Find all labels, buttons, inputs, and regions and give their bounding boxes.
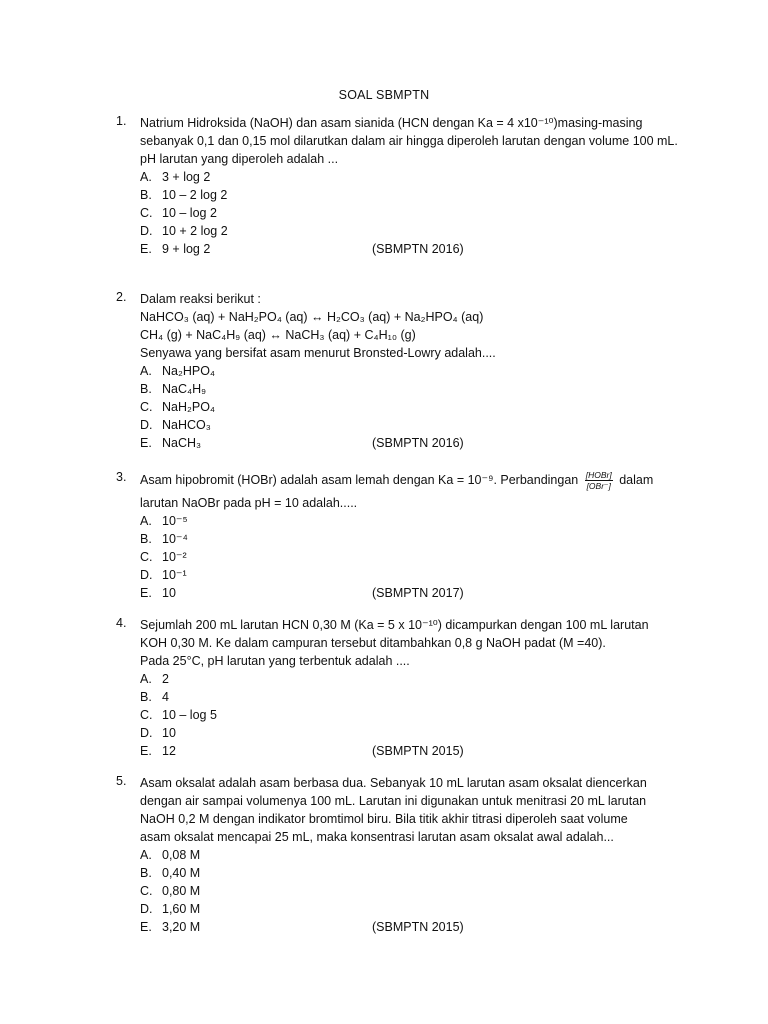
option-letter: B. [140, 690, 152, 704]
source-label: (SBMPTN 2016) [372, 242, 464, 256]
page-title: SOAL SBMPTN [338, 88, 430, 102]
question-stem-line-2: larutan NaOBr pada pH = 10 adalah..... [140, 496, 358, 510]
option-letter: B. [140, 532, 152, 546]
option-b [140, 688, 690, 706]
option-text: 10 – log 2 [162, 206, 217, 220]
option-text: 10 – log 5 [162, 708, 217, 722]
option-letter: C. [140, 400, 153, 414]
ratio-fraction [585, 470, 613, 491]
option-letter: D. [140, 224, 153, 238]
question-stem-line-4: asam oksalat mencapai 25 mL, maka konsentrasi larutan asam oksalat awal adalah... [140, 830, 614, 844]
question-body [140, 114, 690, 258]
question-stem-line-3: Pada 25°C, pH larutan yang terbentuk adalah .... [140, 654, 410, 668]
option-text: 3 + log 2 [162, 170, 211, 184]
option-text: 10 – 2 log 2 [162, 188, 228, 202]
option-d [140, 724, 690, 742]
option-letter: D. [140, 568, 153, 582]
question-number: 4. [116, 616, 127, 630]
reaction-equation-2: CH₄ (g) + NaC₄H₉ (aq) ↔ NaCH₃ (aq) + C₄H₁₀ (g) [140, 328, 416, 342]
source-label: (SBMPTN 2015) [372, 744, 464, 758]
option-e [140, 742, 690, 760]
option-text: NaCH₃ [162, 436, 202, 450]
question-number: 2. [116, 290, 127, 304]
option-letter: D. [140, 902, 153, 916]
option-c [140, 882, 690, 900]
question-body [140, 290, 690, 452]
source-label: (SBMPTN 2015) [372, 920, 464, 934]
question-body [140, 470, 690, 602]
option-c [140, 548, 690, 566]
question-stem-line-2: KOH 0,30 M. Ke dalam campuran tersebut ditambahkan 0,8 g NaOH padat (M =40). [140, 636, 606, 650]
option-e [140, 918, 690, 936]
option-b [140, 864, 690, 882]
option-letter: D. [140, 418, 153, 432]
option-a [140, 670, 690, 688]
option-letter: B. [140, 382, 152, 396]
question-stem-line-1: Sejumlah 200 mL larutan HCN 0,30 M (Ka = 5 x 10⁻¹⁰) dicampurkan dengan 100 mL larutan [140, 618, 649, 632]
option-text: 12 [162, 744, 176, 758]
option-c [140, 204, 690, 222]
question-stem: Natrium Hidroksida (NaOH) dan asam sianida (HCN dengan Ka = 4 x10⁻¹⁰)masing-masing sebanyak 0,1 dan 0,15 mol dilarutkan dalam air hingga diperoleh larutan dengan volume 100 mL. pH larutan yang diperoleh adalah ... [140, 116, 678, 166]
option-text: 0,40 M [162, 866, 201, 880]
option-text: 9 + log 2 [162, 242, 211, 256]
question-stem-line-2: dengan air sampai volumenya 100 mL. Larutan ini digunakan untuk menitrasi 20 mL larutan [140, 794, 647, 808]
option-text: 10 [162, 726, 176, 740]
option-letter: A. [140, 514, 152, 528]
option-b [140, 186, 690, 204]
reaction-equation-1: NaHCO₃ (aq) + NaH₂PO₄ (aq) ↔ H₂CO₃ (aq) + Na₂HPO₄ (aq) [140, 310, 484, 324]
option-text: NaHCO₃ [162, 418, 211, 432]
source-label: (SBMPTN 2017) [372, 586, 464, 600]
option-letter: A. [140, 170, 152, 184]
option-letter: E. [140, 242, 152, 256]
option-text: NaC₄H₉ [162, 382, 207, 396]
question-stem-line-3: NaOH 0,2 M dengan indikator bromtimol biru. Bila titik akhir titrasi diperoleh saat volume [140, 812, 628, 826]
option-letter: C. [140, 206, 153, 220]
option-e [140, 240, 690, 258]
option-text: 10 [162, 586, 176, 600]
option-a [140, 168, 690, 186]
option-letter: A. [140, 848, 152, 862]
option-text: 4 [162, 690, 169, 704]
option-letter: E. [140, 586, 152, 600]
question-stem-line-1 [140, 470, 690, 494]
option-d [140, 222, 690, 240]
question-intro: Dalam reaksi berikut : [140, 292, 261, 306]
option-d [140, 900, 690, 918]
option-letter: C. [140, 708, 153, 722]
question-number: 3. [116, 470, 127, 484]
option-d [140, 566, 690, 584]
option-a [140, 846, 690, 864]
option-b [140, 530, 690, 548]
option-a [140, 362, 690, 380]
option-letter: E. [140, 920, 152, 934]
question-number: 5. [116, 774, 127, 788]
option-letter: B. [140, 188, 152, 202]
fraction-denominator: [OBr⁻] [586, 481, 611, 491]
option-text: Na₂HPO₄ [162, 364, 216, 378]
option-e [140, 584, 690, 602]
question-stem-line-1: Asam oksalat adalah asam berbasa dua. Sebanyak 10 mL larutan asam oksalat diencerkan [140, 776, 647, 790]
question-body [140, 774, 690, 936]
option-text: 2 [162, 672, 169, 686]
option-letter: B. [140, 866, 152, 880]
question-body [140, 616, 690, 760]
option-text: 3,20 M [162, 920, 201, 934]
option-text: 10⁻⁵ [162, 514, 188, 528]
option-text: 0,80 M [162, 884, 201, 898]
option-letter: E. [140, 744, 152, 758]
option-letter: D. [140, 726, 153, 740]
option-letter: A. [140, 672, 152, 686]
question-stem: Asam hipobromit (HOBr) adalah asam lemah dengan Ka = 10⁻⁹. Perbandingan [140, 472, 579, 487]
option-text: 10⁻¹ [162, 568, 187, 582]
source-label: (SBMPTN 2016) [372, 436, 464, 450]
question-number: 1. [116, 114, 127, 128]
option-c [140, 706, 690, 724]
option-b [140, 380, 690, 398]
option-letter: C. [140, 884, 153, 898]
option-text: 10 + 2 log 2 [162, 224, 228, 238]
option-text: NaH₂PO₄ [162, 400, 216, 414]
option-text: 10⁻² [162, 550, 187, 564]
option-letter: C. [140, 550, 153, 564]
option-c [140, 398, 690, 416]
option-e [140, 434, 690, 452]
option-letter: E. [140, 436, 152, 450]
option-letter: A. [140, 364, 152, 378]
option-a [140, 512, 690, 530]
option-text: 1,60 M [162, 902, 201, 916]
option-text: 0,08 M [162, 848, 201, 862]
question-stem: Senyawa yang bersifat asam menurut Bronsted-Lowry adalah.... [140, 346, 496, 360]
question-stem-continued: dalam [619, 472, 654, 487]
fraction-numerator: [HOBr] [585, 470, 612, 480]
option-d [140, 416, 690, 434]
option-text: 10⁻⁴ [162, 532, 188, 546]
